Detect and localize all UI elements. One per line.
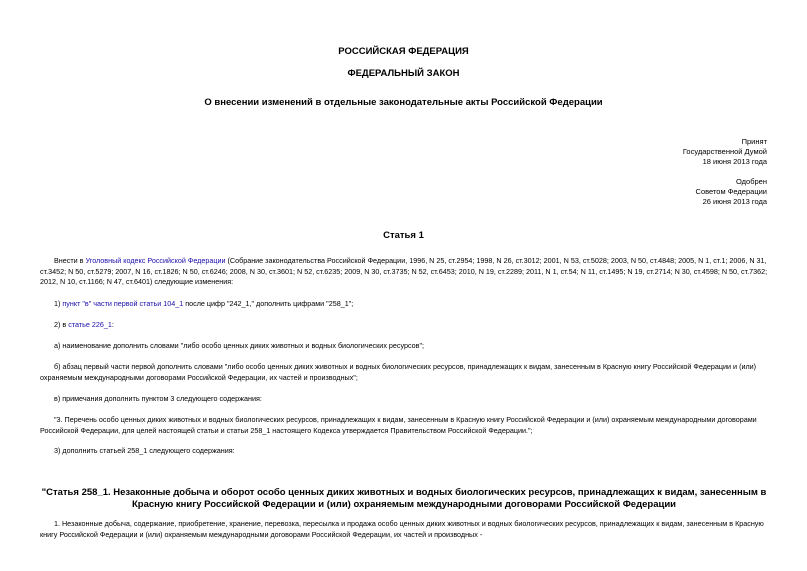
amendment-1-num: 1): [54, 299, 63, 308]
article-104-1-link[interactable]: пункт "в" части первой статьи 104_1: [62, 299, 184, 308]
intro-rest: (Собрание законодательства Российской Федерации, 1996, N 25, ст.2954; 1998, N 26, ст.3012; 2001, N 53, ст.5028; 2003, N 50, ст.4848; 2005, N 1, ст.1; 2006, N 31, ст.3452; N 50, ст.5279; 2007, N 16, ст.1826; N 50, ст.6246; 2008, N 30, ст.3601; N 52, ст.6235; 2009, N 30, ст.3735; N 52, ст.6453; 2010, N 19, ст.2289; 2011, N 1, ст.54; N 11, ст.1495; N 19, ст.2714; N 30, ст.4598; N 50, ст.7362; 2012, N 10, ст.1166; N 47, ст.6401) следующие изменения:: [40, 256, 768, 286]
adopted-date: 18 июня 2013 года: [702, 157, 767, 166]
approved-block: [696, 177, 767, 207]
law-type-heading: ФЕДЕРАЛЬНЫЙ ЗАКОН: [347, 68, 460, 79]
criminal-code-link[interactable]: Уголовный кодекс Российской Федерации: [85, 256, 226, 265]
note-3-text: "3. Перечень особо ценных диких животных и водных биологических ресурсов, принадлежащих к видам, занесенным в Красную книгу Российской Федерации и (или) охраняемым международными договорами Российской Федерации, для целей настоящей статьи и статьи 258_1 настоящего Кодекса утверждается Правительством Российской Федерации.";: [40, 415, 757, 435]
article-258-1-heading: "Статья 258_1. Незаконные добыча и оборот особо ценных диких животных и водных биологических ресурсов, принадлежащих к видам, занесенным в Красную книгу Российской Федерации и (или) охраняемым международными договорами Российской Федерации: [41, 487, 767, 510]
article-1-intro: [40, 256, 768, 288]
amendment-2c: в) примечания дополнить пунктом 3 следующего содержания:: [54, 394, 262, 403]
approved-date: 26 июня 2013 года: [702, 197, 767, 206]
approved-label: Одобрен: [736, 177, 767, 186]
amendment-2: [40, 320, 768, 331]
amendment-2-text: :: [111, 320, 114, 329]
amendment-2b: б) абзац первый части первой дополнить словами "либо особо ценных диких животных и водных биологических ресурсов, принадлежащих к видам, занесенным в Красную книгу Российской Федерации и (или) охраняемым международными договорами Российской Федерации, их частей и производных";: [40, 362, 757, 382]
law-title: О внесении изменений в отдельные законодательные акты Российской Федерации: [204, 97, 603, 108]
adopted-block: [683, 137, 767, 167]
approved-by: Советом Федерации: [695, 187, 767, 196]
amendment-3: 3) дополнить статьей 258_1 следующего содержания:: [54, 446, 235, 455]
amendment-1: [40, 299, 768, 310]
intro-text: Внести в: [54, 256, 86, 265]
adopted-label: Принят: [741, 137, 767, 146]
amendment-1-text: после цифр "242_1," дополнить цифрами "258_1";: [183, 299, 354, 308]
amendment-2a: а) наименование дополнить словами "либо особо ценных диких животных и водных биологических ресурсов";: [54, 341, 425, 350]
country-heading: РОССИЙСКАЯ ФЕДЕРАЦИЯ: [338, 46, 469, 57]
article-226-1-link[interactable]: статье 226_1: [68, 320, 112, 329]
article-258-1-part-1: 1. Незаконные добыча, содержание, приобретение, хранение, перевозка, пересылка и продажа особо ценных диких животных и водных биологических ресурсов, принадлежащих к видам, занесенным в Красную книгу Российской Федерации и (или) охраняемым международными договорами Российской Федерации, их частей и производных -: [40, 519, 764, 539]
adopted-by: Государственной Думой: [682, 147, 767, 156]
amendment-2-num: 2) в: [54, 320, 69, 329]
article-1-heading: Статья 1: [383, 230, 424, 241]
